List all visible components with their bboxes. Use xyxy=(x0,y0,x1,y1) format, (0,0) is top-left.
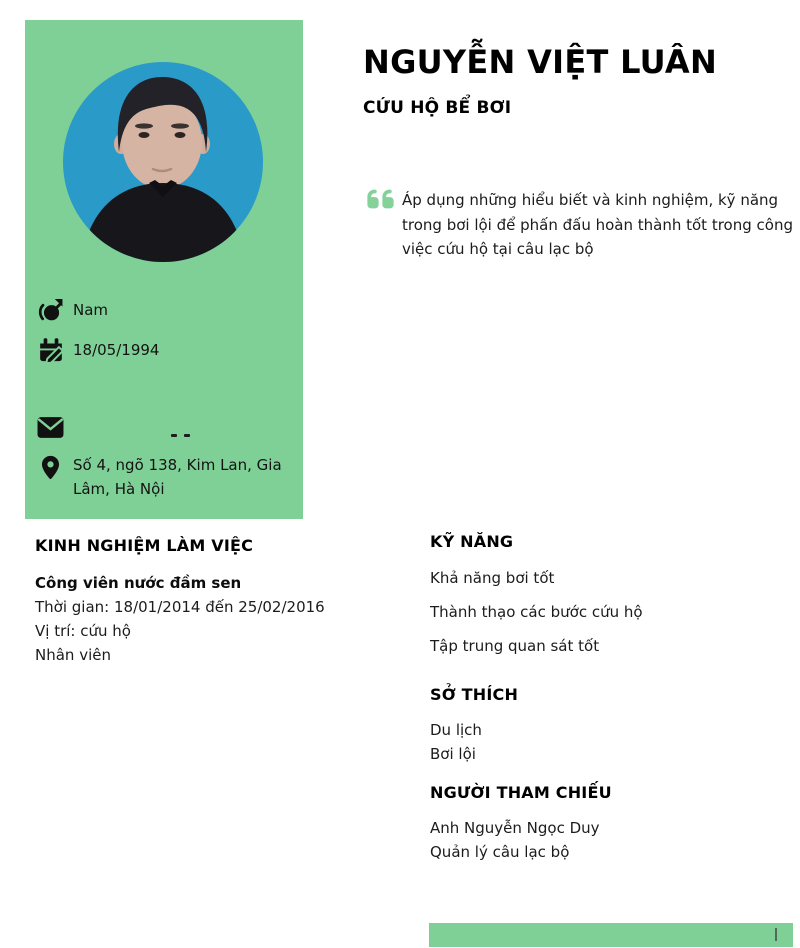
experience-heading: KINH NGHIỆM LÀM VIỆC xyxy=(35,536,254,555)
gender-row xyxy=(37,296,108,323)
references-list xyxy=(430,816,790,864)
experience-section xyxy=(35,535,415,667)
reference-role: Quản lý câu lạc bộ xyxy=(430,843,570,861)
hobby-item: Du lịch xyxy=(430,721,482,739)
calendar-icon xyxy=(37,336,64,363)
gender-icon xyxy=(37,296,64,323)
header-block xyxy=(363,40,783,120)
experience-time: Thời gian: 18/01/2014 đến 25/02/2016 xyxy=(35,598,325,616)
hobby-item: Bơi lội xyxy=(430,745,476,763)
birthdate-value: 18/05/1994 xyxy=(73,340,160,359)
hobbies-heading: SỞ THÍCH xyxy=(430,685,519,704)
bottom-edit-field[interactable] xyxy=(429,923,793,947)
portrait-photo-graphic xyxy=(63,62,263,262)
profile-photo xyxy=(63,62,263,262)
address-row xyxy=(37,453,295,501)
birthdate-row xyxy=(37,336,159,363)
candidate-name: NGUYỄN VIỆT LUÂN xyxy=(363,43,718,81)
hobbies-section xyxy=(430,684,790,766)
skills-section xyxy=(430,531,790,663)
quote-left-icon xyxy=(362,184,399,214)
location-icon xyxy=(37,454,64,481)
address-value: Số 4, ngõ 138, Kim Lan, Gia Lâm, Hà Nội xyxy=(73,456,282,498)
sidebar-panel xyxy=(25,20,303,519)
references-section xyxy=(430,782,790,864)
skills-heading: KỸ NĂNG xyxy=(430,532,514,551)
email-row xyxy=(37,414,73,441)
experience-company: Công viên nước đầm sen xyxy=(35,574,242,592)
email-icon xyxy=(37,414,64,441)
redacted-text-remnant xyxy=(171,434,177,437)
job-title: CỨU HỘ BỂ BƠI xyxy=(363,98,512,118)
experience-role: Nhân viên xyxy=(35,646,111,664)
objective-block xyxy=(362,182,794,262)
reference-name: Anh Nguyễn Ngọc Duy xyxy=(430,819,600,837)
gender-value: Nam xyxy=(73,300,109,319)
redacted-text-remnant xyxy=(184,434,190,437)
objective-text: Áp dụng những hiểu biết và kinh nghiệm, kỹ năng trong bơi lội để phấn đấu hoàn thành tốt trong công việc cứu hộ tại câu lạc bộ xyxy=(402,191,793,258)
hobbies-list xyxy=(430,718,790,766)
skill-item: Tập trung quan sát tốt xyxy=(430,637,600,655)
skill-item: Thành thạo các bước cứu hộ xyxy=(430,603,643,621)
text-caret xyxy=(775,928,777,941)
experience-position: Vị trí: cứu hộ xyxy=(35,622,131,640)
skills-list xyxy=(430,561,790,663)
references-heading: NGƯỜI THAM CHIẾU xyxy=(430,783,612,802)
skill-item: Khả năng bơi tốt xyxy=(430,569,555,587)
